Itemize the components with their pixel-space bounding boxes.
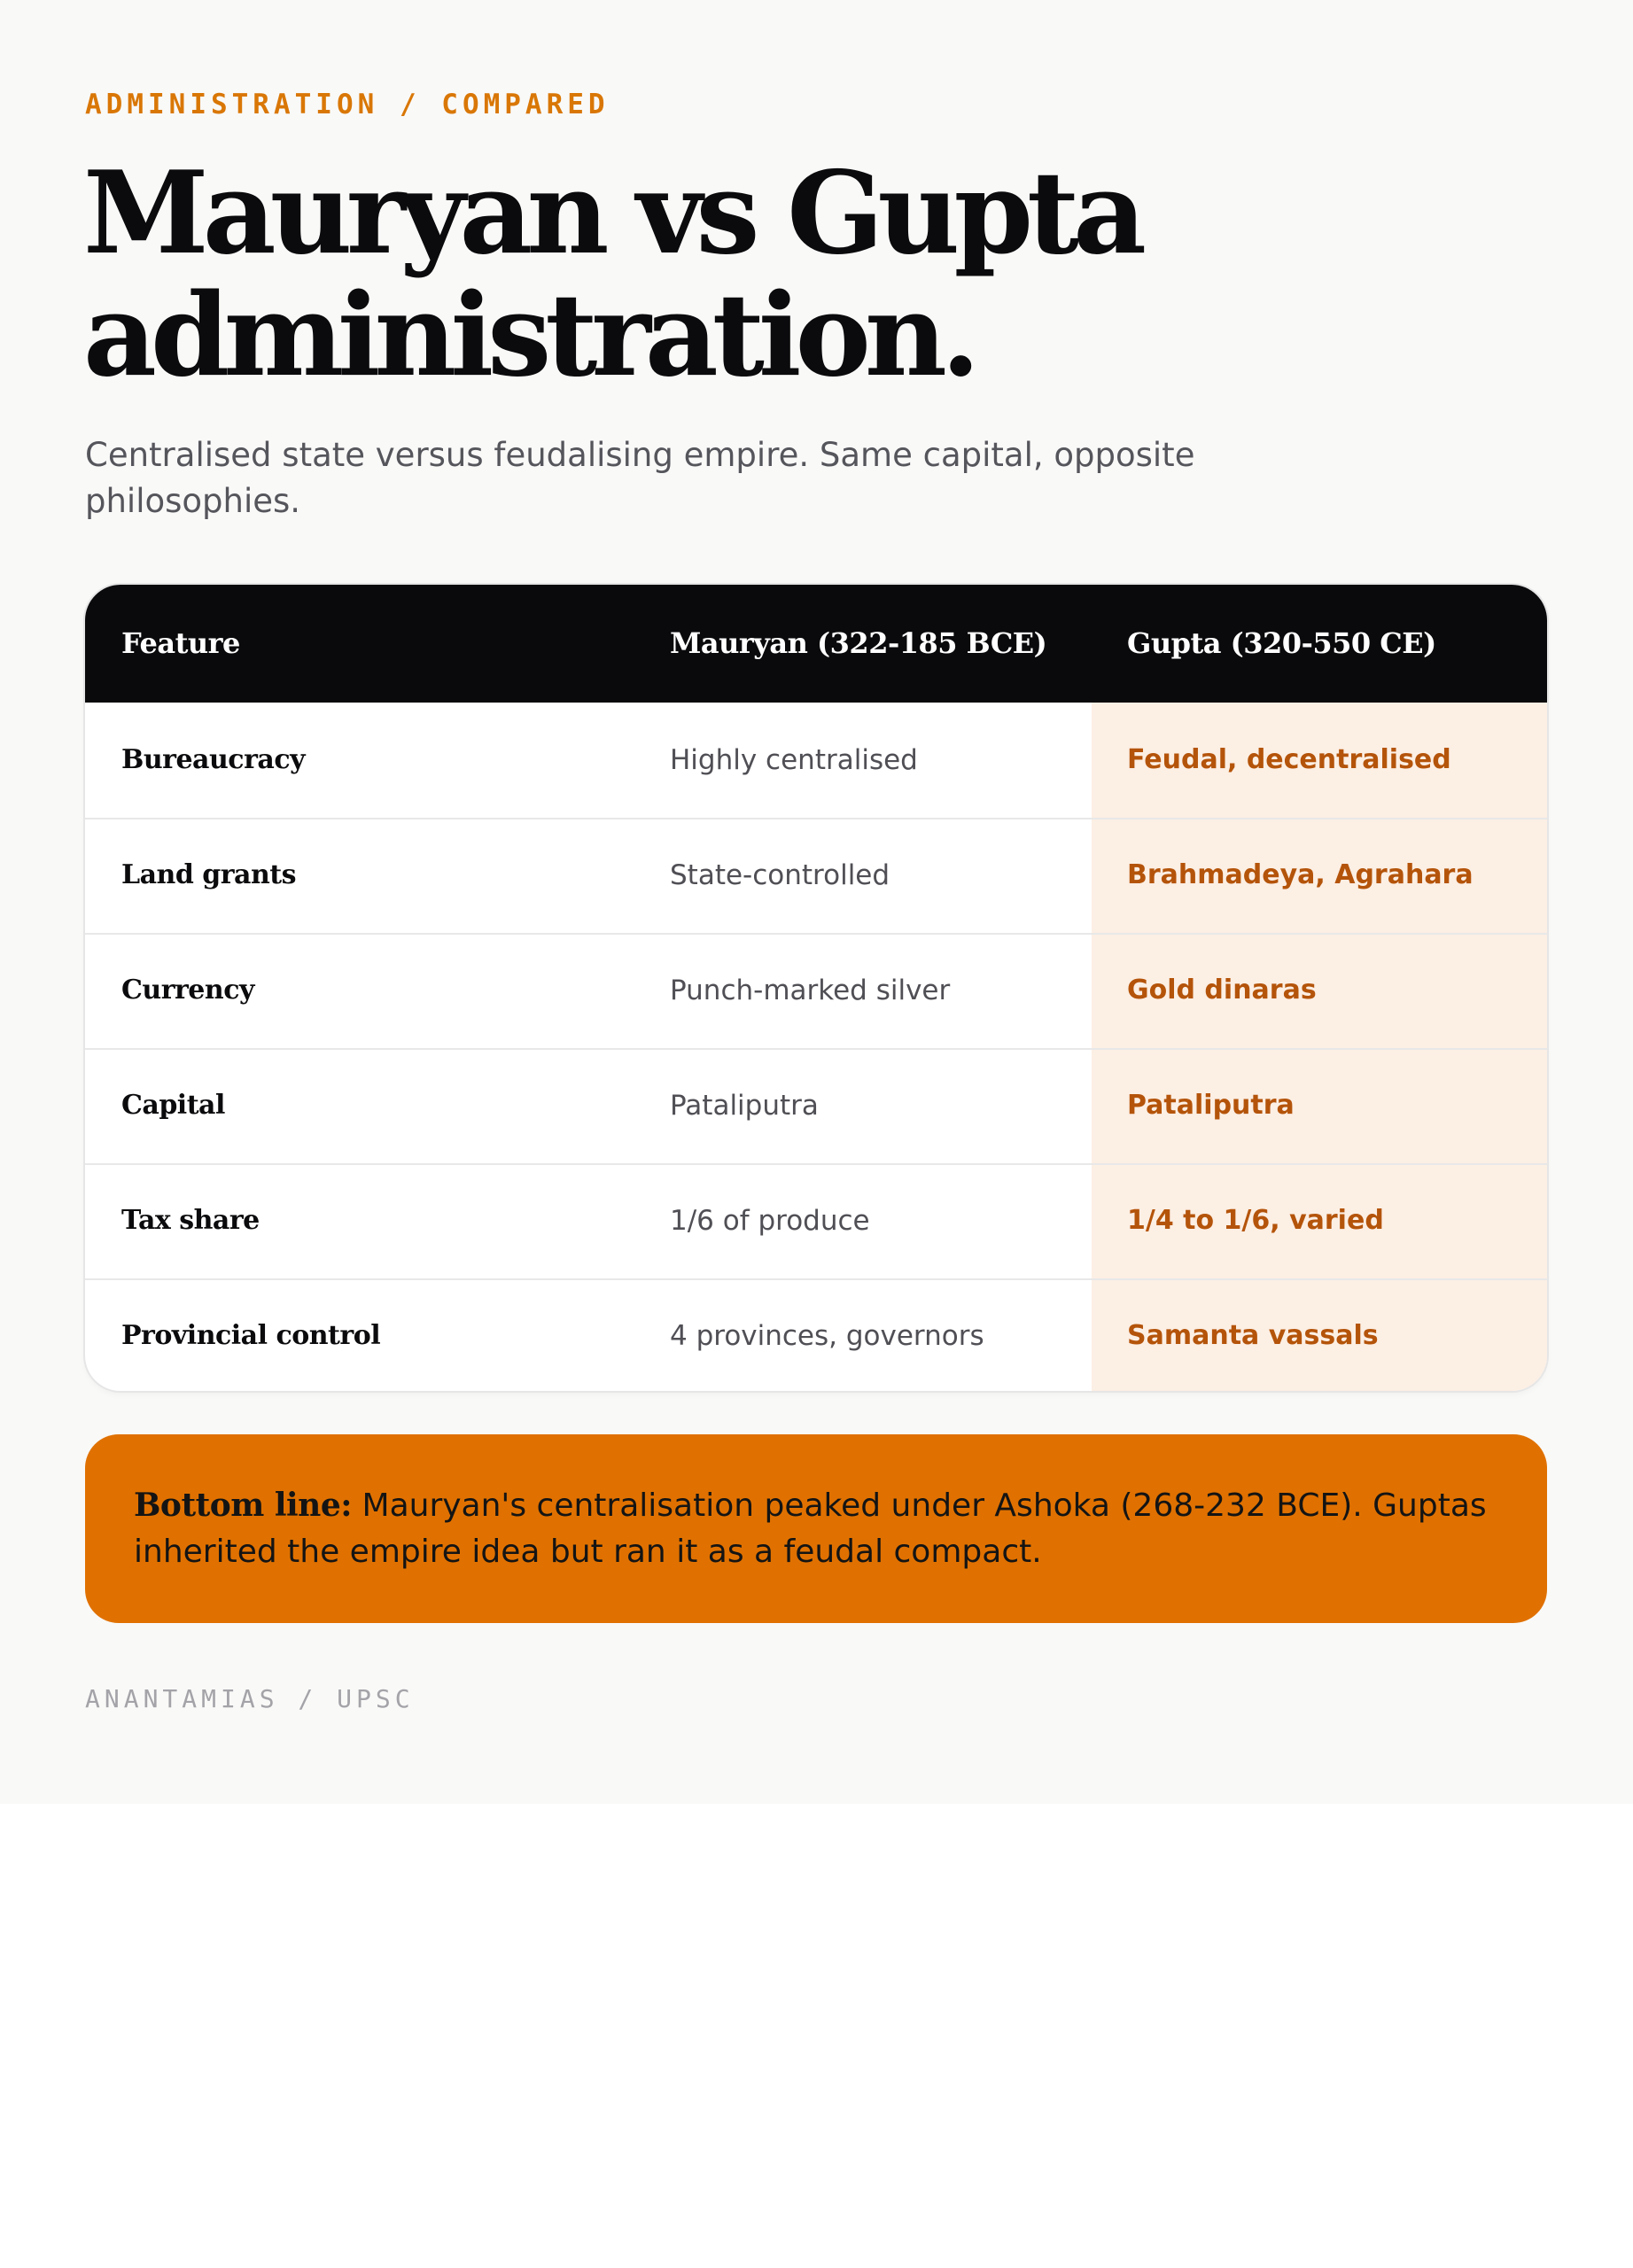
cell-feature: Land grants [121,859,297,890]
page-title [83,147,1324,402]
cell-mauryan: Pataliputra [670,1090,819,1122]
table-row [85,818,1547,933]
table-header [85,585,1547,703]
cell-gupta: Samanta vassals [1127,1320,1379,1351]
header-feature: Feature [121,626,240,660]
cell-mauryan: Punch-marked silver [670,975,951,1006]
cell-gupta: Feudal, decentralised [1127,744,1451,775]
title-line-2: administration. [83,269,975,402]
header-gupta: Gupta (320-550 CE) [1127,626,1436,660]
cell-mauryan: 4 provinces, governors [670,1320,984,1352]
cell-feature: Capital [121,1090,225,1121]
callout-label: Bottom line: [134,1487,353,1524]
cell-gupta: Gold dinaras [1127,975,1317,1006]
cell-mauryan: 1/6 of produce [670,1205,870,1237]
table-row [85,1163,1547,1278]
table-row [85,933,1547,1048]
eyebrow-label: ADMINISTRATION / COMPARED [85,89,610,120]
cell-gupta: 1/4 to 1/6, varied [1127,1205,1384,1236]
cell-mauryan: State-controlled [670,859,890,891]
callout-text [134,1482,1516,1575]
title-line-1: Mauryan vs Gupta [83,147,1140,280]
cell-feature: Bureaucracy [121,744,306,775]
table-row [85,703,1547,818]
cell-feature: Tax share [121,1205,260,1236]
cell-gupta: Brahmadeya, Agrahara [1127,859,1474,890]
bottom-line-callout [85,1434,1547,1623]
comparison-table [85,585,1547,1391]
cell-mauryan: Highly centralised [670,744,918,776]
cell-feature: Currency [121,975,254,1006]
cell-feature: Provincial control [121,1320,381,1351]
cell-gupta: Pataliputra [1127,1090,1295,1121]
subtitle: Centralised state versus feudalising empire. Same capital, opposite philosophies. [85,436,1195,520]
table-row [85,1278,1547,1391]
header-mauryan: Mauryan (322-185 BCE) [670,626,1047,660]
footer-credit: ANANTAMIAS / UPSC [85,1684,415,1713]
table-row [85,1048,1547,1163]
callout-body: Mauryan's centralisation peaked under Ashoka (268-232 BCE). Guptas inherited the empire idea but ran it as a feudal compact. [134,1487,1487,1570]
